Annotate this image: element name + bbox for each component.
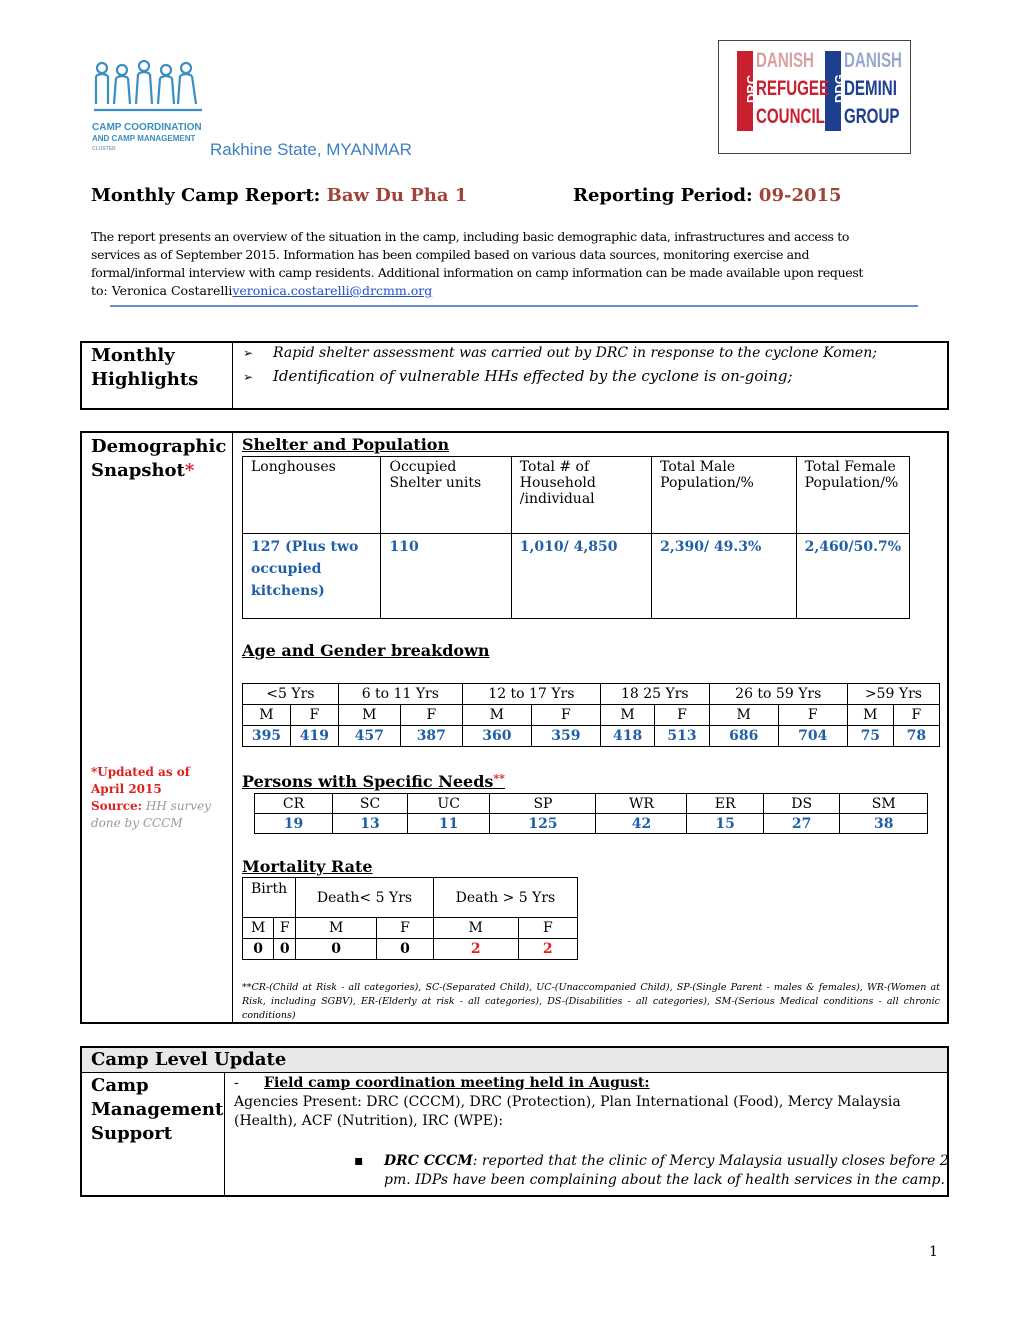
age-value: 75 [847, 726, 893, 747]
mortality-value: 0 [377, 939, 434, 960]
mortality-value-row [243, 939, 578, 960]
highlights-label [91, 344, 198, 392]
needs-category: SP [490, 794, 596, 814]
shelter-table [242, 456, 910, 619]
arrow-bullet-icon: ➢ [243, 370, 254, 384]
intro-paragraph [91, 228, 921, 300]
highlight-item [243, 365, 877, 389]
needs-value: 13 [333, 814, 408, 834]
report-title-label: Monthly Camp Report: [91, 185, 321, 206]
agencies-line-2: (Health), ACF (Nutrition), IRC (WPE): [234, 1113, 504, 1129]
contact-email-link[interactable]: veronica.costarelli@drcmm.org [232, 283, 433, 298]
ddg-logo-line-3: GROUP [844, 105, 900, 128]
mortality-group-header: Death > 5 Yrs [433, 878, 577, 918]
sex-header: M [433, 918, 518, 939]
camp-management-content [234, 1074, 949, 1190]
intro-line-1: The report presents an overview of the situation in the camp, including basic demographic data, infrastructures and access to [91, 229, 850, 244]
shelter-header: Longhouses [243, 457, 381, 534]
shelter-value: 1,010/ 4,850 [511, 534, 651, 619]
shelter-value: 2,390/ 49.3% [652, 534, 797, 619]
age-sex-row [243, 705, 940, 726]
cccm-logo-line-2: AND CAMP MANAGEMENT [92, 134, 196, 143]
camp-level-heading: Camp Level Update [91, 1049, 287, 1070]
intro-contact-label: to: Veronica Costarelli [91, 283, 233, 298]
drc-ddg-logo [718, 40, 911, 154]
age-value: 387 [400, 726, 462, 747]
sex-header: M [600, 705, 654, 726]
specific-needs-mark: ** [493, 772, 505, 785]
sex-header: F [531, 705, 600, 726]
needs-category: CR [255, 794, 333, 814]
sex-header: F [778, 705, 847, 726]
shelter-value: 127 (Plus two occupied kitchens) [243, 534, 381, 619]
sex-header: F [400, 705, 462, 726]
mortality-sex-row [243, 918, 578, 939]
specific-needs-heading [242, 772, 505, 791]
needs-value: 27 [763, 814, 840, 834]
needs-category: UC [407, 794, 490, 814]
mortality-value: 0 [296, 939, 377, 960]
age-group-header: 26 to 59 Yrs [709, 684, 847, 705]
sex-header: F [518, 918, 577, 939]
specific-needs-value-row [255, 814, 928, 834]
highlights-list [243, 342, 877, 389]
demographic-label [91, 435, 226, 483]
mortality-value: 2 [518, 939, 577, 960]
mortality-value: 0 [243, 939, 274, 960]
shelter-value: 110 [381, 534, 511, 619]
report-title [91, 185, 467, 206]
needs-value: 19 [255, 814, 333, 834]
sex-header: F [290, 705, 338, 726]
square-bullet-icon: ▪ [354, 1153, 364, 1169]
location-label: Rakhine State, MYANMAR [210, 140, 412, 159]
needs-category: DS [763, 794, 840, 814]
reporting-period-value: 09-2015 [758, 185, 842, 206]
highlights-label-2: Highlights [91, 369, 199, 390]
age-value: 704 [778, 726, 847, 747]
age-group-header: 12 to 17 Yrs [462, 684, 600, 705]
highlights-label-1: Monthly [91, 345, 175, 366]
camp-management-label-1: Camp [91, 1075, 149, 1096]
highlight-item [243, 342, 877, 365]
camp-name: Baw Du Pha 1 [326, 185, 468, 206]
needs-category: SC [333, 794, 408, 814]
shelter-header: Total Male Population/% [652, 457, 797, 534]
drc-logo-line-1: DANISH [756, 49, 814, 72]
needs-value: 125 [490, 814, 596, 834]
age-group-header: <5 Yrs [243, 684, 339, 705]
age-value: 359 [531, 726, 600, 747]
age-gender-table [242, 683, 940, 747]
bullet-text-1: : reported that the clinic of Mercy Malaysia usually closes before 2 [472, 1153, 949, 1169]
camp-management-label-3: Support [91, 1123, 173, 1144]
mortality-group-header: Death< 5 Yrs [296, 878, 434, 918]
sex-header: M [243, 918, 274, 939]
age-group-header: 18 25 Yrs [600, 684, 709, 705]
page-number: 1 [929, 1244, 938, 1260]
needs-value: 42 [596, 814, 687, 834]
cccm-logo [92, 60, 212, 155]
sex-header: M [243, 705, 291, 726]
arrow-bullet-icon: ➢ [243, 346, 254, 360]
age-value: 457 [338, 726, 400, 747]
specific-needs-footnote: **CR-(Child at Risk - all categories), SC-(Separated Child), UC-(Unaccompanied Child), SP-(Single Parent - males & females), WR-(Women at Risk, including SGBV), ER-(Elderly at risk - all categories), DS-(Disabilities - all categories), SM-(Serious Medical conditions - all chronic conditions) [242, 982, 940, 1021]
needs-category: WR [596, 794, 687, 814]
age-gender-heading: Age and Gender breakdown [242, 641, 490, 660]
age-value: 418 [600, 726, 654, 747]
age-group-header: >59 Yrs [847, 684, 939, 705]
specific-needs-title: Persons with Specific Needs [242, 772, 494, 791]
highlight-text: Rapid shelter assessment was carried out by DRC in response to the cyclone Komen; [273, 345, 877, 361]
intro-line-2: services as of September 2015. Information has been compiled based on various data sources, monitoring exercise and [91, 247, 810, 262]
bullet-item [354, 1152, 949, 1171]
sex-header: F [893, 705, 939, 726]
age-value-row [243, 726, 940, 747]
agencies-line-1: Agencies Present: DRC (CCCM), DRC (Protection), Plan International (Food), Mercy Malaysia [234, 1094, 901, 1110]
mortality-value: 2 [433, 939, 518, 960]
shelter-header: Total # of Household /individual [511, 457, 651, 534]
bullet-text-2: pm. IDPs have been complaining about the lack of health services in the camp. [384, 1172, 945, 1188]
mortality-heading: Mortality Rate [242, 857, 373, 876]
updated-note: *Updated as of April 2015 [91, 765, 190, 796]
bullet-org: DRC CCCM [384, 1153, 473, 1169]
age-value: 78 [893, 726, 939, 747]
age-value: 686 [709, 726, 778, 747]
sex-header: F [274, 918, 296, 939]
meeting-title: Field camp coordination meeting held in August: [264, 1075, 650, 1091]
mortality-value: 0 [274, 939, 296, 960]
shelter-heading: Shelter and Population [242, 435, 450, 454]
drc-logo-line-2: REFUGEE [756, 77, 830, 100]
mortality-group-header: Birth [243, 878, 296, 918]
needs-value: 11 [407, 814, 490, 834]
demographic-label-1: Demographic [91, 436, 227, 457]
sex-header: F [377, 918, 434, 939]
sex-header: F [655, 705, 709, 726]
asterisk: * [184, 460, 195, 481]
intro-line-3: formal/informal interview with camp residents. Additional information on camp information can be made available upon request [91, 265, 864, 280]
cccm-figures-icon [92, 60, 204, 118]
ddg-logo-line-1: DANISH [844, 49, 902, 72]
age-group-header: 6 to 11 Yrs [338, 684, 462, 705]
drc-vertical-text: DRC [744, 74, 759, 104]
reporting-period-label: Reporting Period: [573, 185, 753, 206]
sex-header: M [462, 705, 531, 726]
sex-header: M [709, 705, 778, 726]
needs-category: SM [840, 794, 928, 814]
age-value: 360 [462, 726, 531, 747]
age-value: 419 [290, 726, 338, 747]
specific-needs-table [254, 793, 928, 834]
ddg-logo-line-2: DEMINI [844, 77, 897, 100]
shelter-value: 2,460/50.7% [796, 534, 909, 619]
source-label: Source: [91, 799, 143, 813]
reporting-period [573, 185, 842, 206]
update-note [91, 764, 226, 832]
drc-logo-line-3: COUNCIL [756, 105, 825, 128]
needs-value: 38 [840, 814, 928, 834]
camp-management-label-2: Management [91, 1099, 224, 1120]
shelter-header: Occupied Shelter units [381, 457, 511, 534]
age-value: 395 [243, 726, 291, 747]
highlight-text: Identification of vulnerable HHs effected by the cyclone is on-going; [273, 367, 793, 385]
source-text: HH survey done by CCCM [91, 799, 211, 830]
shelter-header: Total Female Population/% [796, 457, 909, 534]
ddg-vertical-text: DDG [832, 74, 847, 104]
mortality-table [242, 877, 578, 960]
sex-header: M [296, 918, 377, 939]
needs-category: ER [687, 794, 763, 814]
camp-management-label [91, 1074, 223, 1146]
cccm-logo-line-1: CAMP COORDINATION [92, 122, 202, 133]
age-value: 513 [655, 726, 709, 747]
needs-value: 15 [687, 814, 763, 834]
sex-header: M [847, 705, 893, 726]
specific-needs-header-row [255, 794, 928, 814]
header-divider [110, 305, 918, 307]
sex-header: M [338, 705, 400, 726]
dash-bullet: - [234, 1075, 239, 1091]
demographic-label-2: Snapshot [91, 460, 185, 481]
cccm-logo-line-3: CLUSTER [92, 146, 116, 152]
